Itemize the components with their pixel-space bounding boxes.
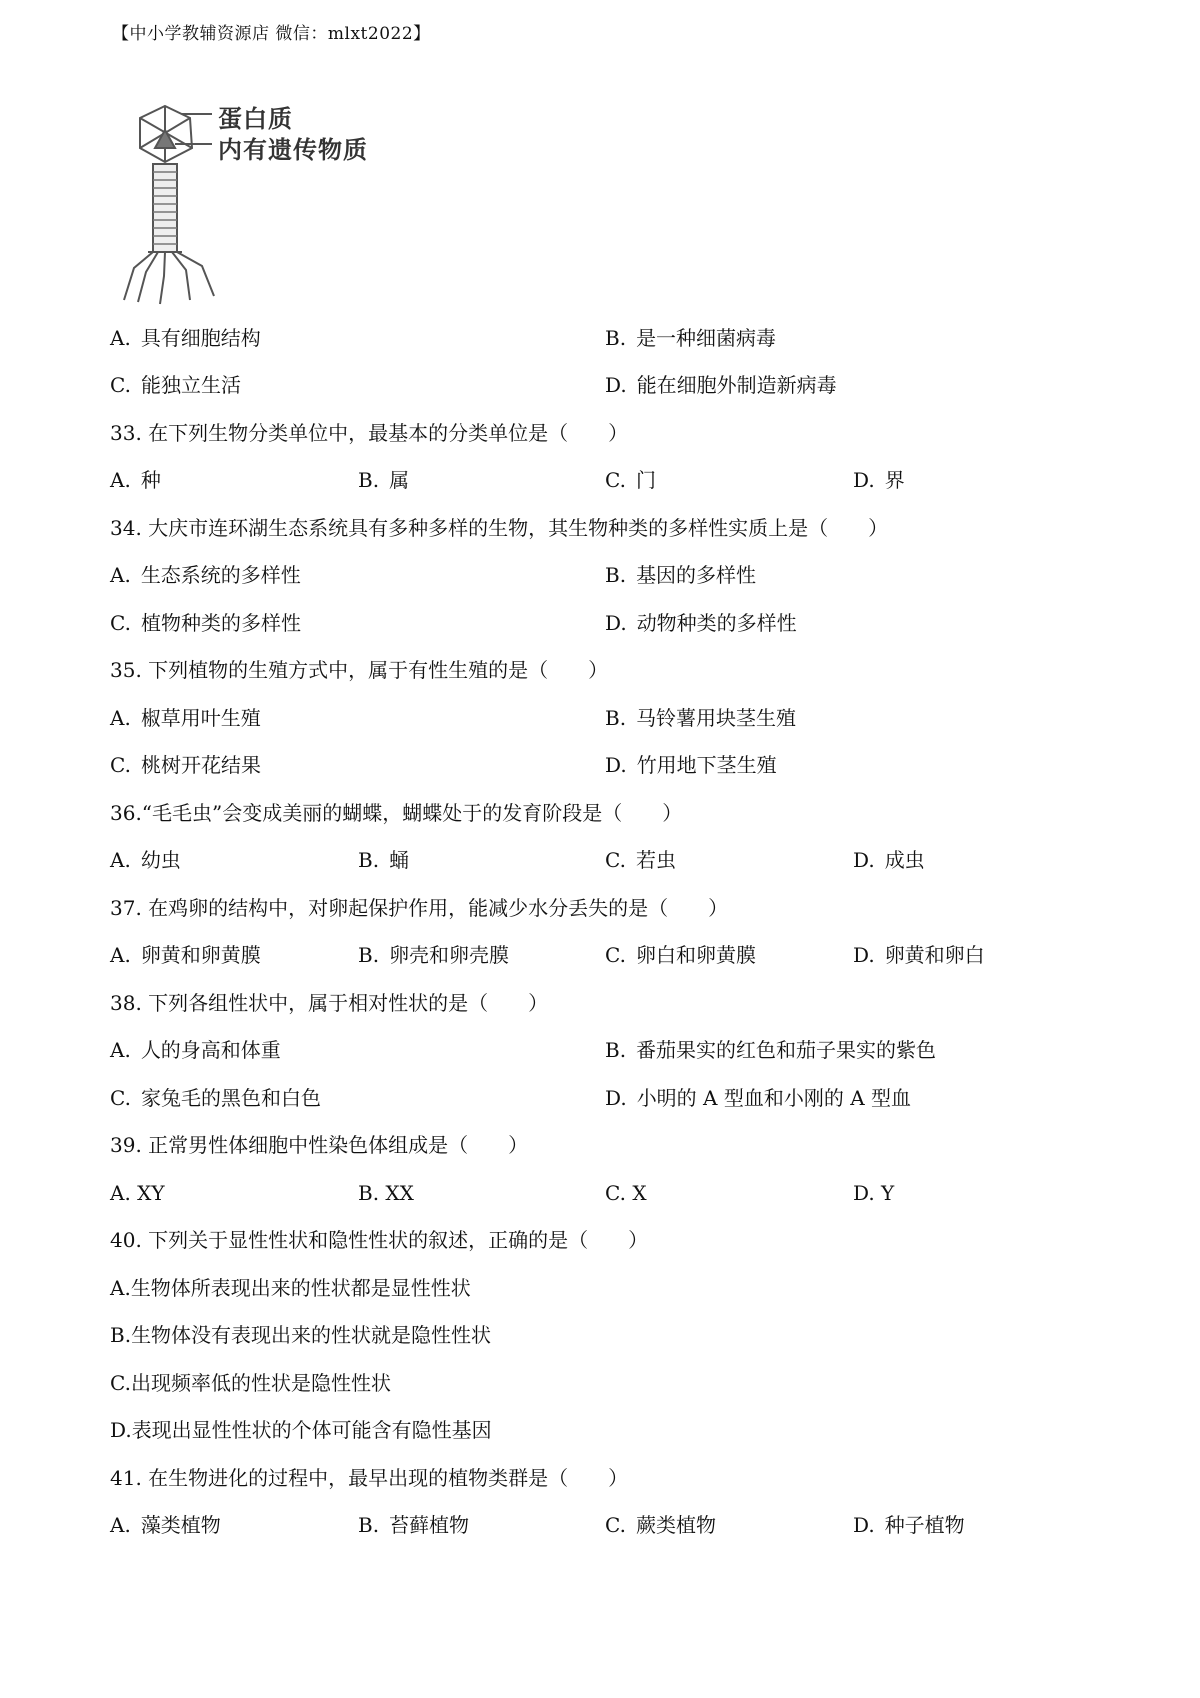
option-d: D. 界 [853,468,905,492]
option-b: B. 马铃薯用块茎生殖 [605,706,797,730]
option-c: C.出现频率低的性状是隐性性状 [110,1371,391,1395]
question-stem: 33. 在下列生物分类单位中，最基本的分类单位是（ ） [110,421,629,445]
question-stem: 38. 下列各组性状中，属于相对性状的是（ ） [110,991,549,1015]
option-b: B. 基因的多样性 [605,563,757,587]
label-genetic-material: 内有遗传物质 [218,135,368,164]
genetic-material [155,130,175,148]
option-a: A. 人的身高和体重 [110,1038,281,1062]
option-c: C. 能独立生活 [110,373,241,397]
option-d: D.表现出显性性状的个体可能含有隐性基因 [110,1418,492,1442]
option-a: A. 藻类植物 [110,1513,221,1537]
option-c: C. 植物种类的多样性 [110,611,301,635]
option-b: B. XX [358,1181,414,1205]
option-d: D. 卵黄和卵白 [853,943,985,967]
question-stem: 34. 大庆市连环湖生态系统具有多种多样的生物，其生物种类的多样性实质上是（ ） [110,516,889,540]
option-c: C. 门 [605,468,656,492]
phage-tail [153,164,177,252]
option-b: B.生物体没有表现出来的性状就是隐性性状 [110,1323,492,1347]
option-a: A. 椒草用叶生殖 [110,706,261,730]
question-stem: 36.“毛毛虫”会变成美丽的蝴蝶，蝴蝶处于的发育阶段是（ ） [110,801,683,825]
option-d: D. 能在细胞外制造新病毒 [605,373,837,397]
option-a: A. XY [110,1181,165,1205]
option-c: C. 若虫 [605,848,676,872]
option-c: C. 蕨类植物 [605,1513,716,1537]
option-c: C. 家兔毛的黑色和白色 [110,1086,321,1110]
option-b: B. 苔藓植物 [358,1513,470,1537]
option-c: C. 卵白和卵黄膜 [605,943,756,967]
option-b: B. 属 [358,468,410,492]
option-c: C. X [605,1181,647,1205]
question-stem: 39. 正常男性体细胞中性染色体组成是（ ） [110,1133,529,1157]
option-d: D. 动物种类的多样性 [605,611,797,635]
option-b: B. 是一种细菌病毒 [605,326,777,350]
option-b: B. 番茄果实的红色和茄子果实的紫色 [605,1038,937,1062]
option-a: A. 生态系统的多样性 [110,563,301,587]
option-a: A.生物体所表现出来的性状都是显性性状 [110,1276,471,1300]
label-protein: 蛋白质 [218,104,293,133]
question-stem: 35. 下列植物的生殖方式中，属于有性生殖的是（ ） [110,658,609,682]
option-a: A. 具有细胞结构 [110,326,261,350]
option-d: D. 小明的 A 型血和小刚的 A 型血 [605,1086,912,1110]
option-a: A. 卵黄和卵黄膜 [110,943,261,967]
option-a: A. 种 [110,468,161,492]
question-stem: 37. 在鸡卵的结构中，对卵起保护作用，能减少水分丢失的是（ ） [110,896,729,920]
option-d: D. 竹用地下茎生殖 [605,753,777,777]
page-header: 【中小学教辅资源店 微信：mlxt2022】 [112,24,431,44]
option-d: D. 成虫 [853,848,925,872]
option-d: D. Y [853,1181,895,1205]
question-stem: 41. 在生物进化的过程中，最早出现的植物类群是（ ） [110,1466,629,1490]
question-stem: 40. 下列关于显性性状和隐性性状的叙述，正确的是（ ） [110,1228,649,1252]
bacteriophage-figure [120,100,420,305]
option-b: B. 蛹 [358,848,410,872]
option-b: B. 卵壳和卵壳膜 [358,943,510,967]
option-c: C. 桃树开花结果 [110,753,261,777]
option-d: D. 种子植物 [853,1513,965,1537]
tail-fibers [124,252,214,304]
option-a: A. 幼虫 [110,848,181,872]
